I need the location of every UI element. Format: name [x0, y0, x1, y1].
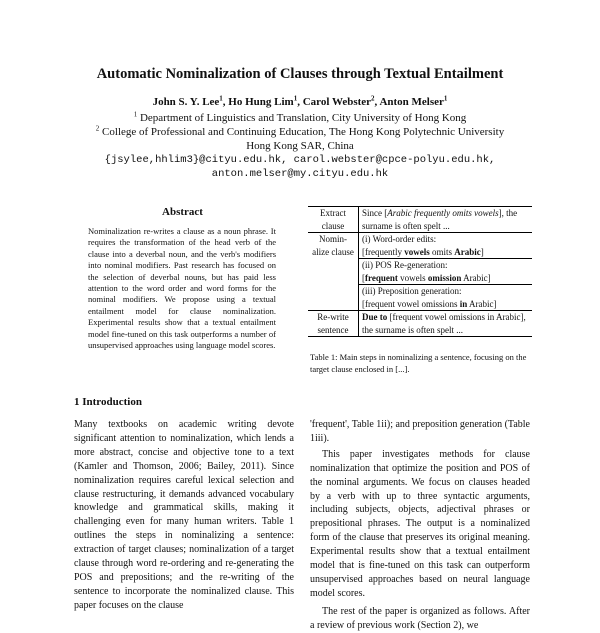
abstract-heading: Abstract — [162, 206, 203, 218]
table-label-nominalize: Nomin-alize clause — [308, 233, 359, 311]
text-run: [frequent vowel omissions — [362, 298, 460, 309]
paper-title: Automatic Nominalization of Clauses through Textual Entailment — [96, 66, 504, 82]
table-label-extract: Extract clause — [308, 207, 359, 233]
author-separator: , — [297, 96, 303, 108]
text-run: Arabic] — [467, 298, 497, 309]
affil-text: College of Professional and Continuing Education, The Hong Kong Polytechnic University — [102, 126, 505, 138]
author-separator: , — [374, 96, 380, 108]
text-run: ], the surname is often spelt ... — [362, 208, 518, 231]
text-run-bold: in — [459, 298, 468, 309]
abstract-paragraph: Nominalization re-writes a clause as a noun phrase. It requires the transformation of the head verb of the clause into a deverbal noun, and the verb's modifiers into nominal modifiers. Past research has focused on the selection of deverbal nouns, but has paid less attention to the word order and word forms for the nominal modifiers. We propose using a textual entailment model for clause nominalization. Experimental results show that a textual entailment model fine-tuned on this task outperforms a number of unsupervised approaches using language model scores. — [88, 226, 276, 351]
text-run: [ — [362, 272, 365, 283]
table-cell-extract — [359, 207, 533, 233]
affiliation-1 — [0, 111, 600, 125]
text-run: Since [ — [362, 208, 388, 218]
author-name: Ho Hung Lim — [228, 96, 294, 108]
author-affil-mark: 1 — [293, 94, 298, 103]
right-column-body — [310, 418, 530, 633]
body-paragraph: This paper investigates methods for clause nominalization that optimize the position and POS of the nominal arguments. We focus on clauses headed by a verb with up to three syntactic arguments, including subjects, objects, adjectival phrases or prepositional phrases. The output is a nominalized form of the clause that preserves its original meaning. Experimental results show that a textual entailment model that is fine-tuned on this task can outperform unsupervised approaches based on neural language model scores. — [310, 448, 530, 599]
table-step-3-example — [359, 298, 533, 311]
text-run: [frequently — [362, 246, 405, 257]
body-paragraph: The rest of the paper is organized as follows. After a review of previous work (Section 2), we — [310, 605, 530, 631]
table-step-2: (ii) POS Re-generation: — [359, 259, 533, 272]
author-name: John S. Y. Lee — [152, 96, 220, 108]
author-list — [0, 96, 600, 108]
author-name: Carol Webster — [302, 96, 372, 108]
text-run-bold: Arabic — [454, 246, 481, 257]
affil-mark: 2 — [95, 124, 100, 133]
affiliation-2 — [0, 125, 600, 139]
author-affil-mark: 1 — [443, 94, 448, 103]
text-run-bold: Due to — [362, 312, 388, 322]
author-separator: , — [222, 96, 229, 108]
table-step-3: (iii) Preposition generation: — [359, 285, 533, 298]
left-column-body — [74, 418, 294, 613]
text-run: Arabic] — [461, 272, 491, 283]
text-run: omits — [429, 246, 455, 257]
email-line-1: {jsylee,hhlim3}@cityu.edu.hk, carol.webster@cpce-polyu.edu.hk, — [104, 154, 496, 166]
text-run: [frequent vowel omissions in Arabic], the surname is often spelt ... — [362, 312, 526, 335]
table-1 — [308, 206, 532, 337]
table-cell-rewrite — [359, 311, 533, 337]
table-caption: Table 1: Main steps in nominalizing a sentence, focusing on the target clause enclosed in [...]. — [310, 352, 527, 374]
table-step-1: (i) Word-order edits: — [359, 233, 533, 246]
body-paragraph: 'frequent', Table 1ii); and preposition generation (Table 1iii). — [310, 419, 530, 444]
author-affil-mark: 2 — [371, 94, 375, 103]
table-step-1-example — [359, 246, 533, 259]
email-line-2: anton.melser@my.cityu.edu.hk — [211, 168, 389, 180]
text-run-italic: Arabic frequently omits vowels — [387, 208, 499, 218]
section-heading-introduction: 1 Introduction — [74, 396, 142, 408]
author-name: Anton Melser — [379, 96, 444, 108]
text-run-bold: omission — [427, 272, 462, 283]
text-run-bold: vowels — [404, 246, 430, 257]
body-paragraph: Many textbooks on academic writing devote significant attention to nominalization, which lends a more abstract, concise and objective tone to a text (Kamler and Thomson, 2006; Bailey, 2011). Since nominalization requires careful lexical selection and clause restructuring, it demands advanced vocabulary knowledge and grammatical skills, making it challenging even for many human writers. Table 1 outlines the steps in nominalizing a sentence: extraction of target clauses; nominalization of a target clause through word re-ordering and re-generating the POS and prepositions; and the re-writing of the sentence to incorporate the nominalized clause. This paper focuses on the clause — [74, 419, 294, 611]
table-label-rewrite: Re-write sentence — [308, 311, 359, 337]
affil-text: Department of Linguistics and Translation, City University of Hong Kong — [139, 112, 467, 124]
table-step-2-example — [359, 272, 533, 285]
text-run: vowels — [397, 272, 428, 283]
author-affil-mark: 1 — [219, 94, 223, 103]
affiliation-2-location: Hong Kong SAR, China — [246, 140, 354, 152]
text-run-bold: frequent — [365, 272, 398, 283]
text-run: ] — [480, 246, 484, 257]
affil-mark: 1 — [133, 110, 138, 119]
abstract-text — [88, 226, 276, 351]
